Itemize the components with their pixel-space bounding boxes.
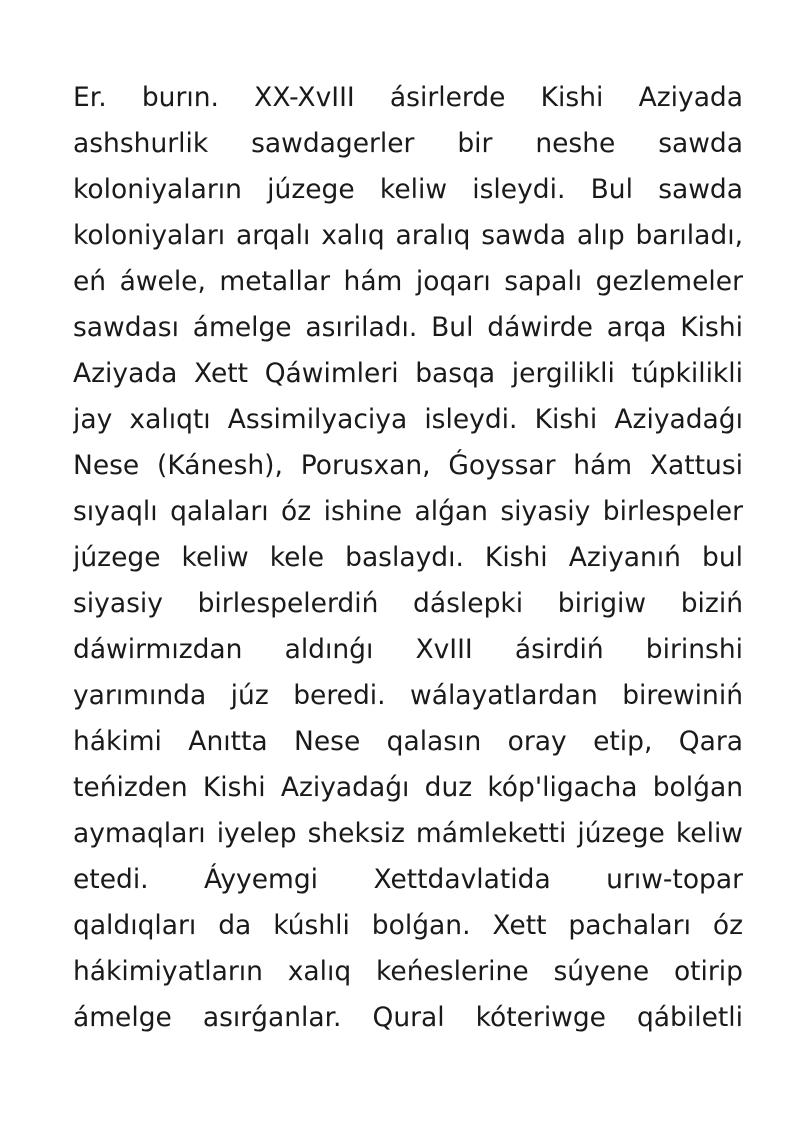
text-line-4: koloniyaları arqalı xalıq aralıq sawda alıp barıladı, bbox=[73, 220, 743, 251]
text-line-15: hákimi Anıtta Nese qalasın oray etip, Qara bbox=[73, 726, 743, 757]
text-line-14: yarımında júz beredi. wálayatlardan birewiniń bbox=[73, 680, 743, 711]
text-line-17: aymaqları iyelep sheksiz mámleketti júzege keliw bbox=[73, 818, 743, 849]
text-line-10: sıyaqlı qalaları óz ishine alǵan siyasiy birlespeler bbox=[73, 496, 743, 527]
text-line-7: Aziyada Xett Qáwimleri basqa jergilikli túpkilikli bbox=[73, 358, 743, 389]
text-line-19: qaldıqları da kúshli bolǵan. Xett pachaları óz bbox=[73, 910, 743, 941]
text-line-1: Er. burın. XX-XvIII ásirlerde Kishi Aziyada bbox=[73, 82, 743, 113]
text-line-21: ámelge asırǵanlar. Qural kóteriwge qábiletli bbox=[73, 1002, 743, 1033]
text-line-20: hákimiyatların xalıq keńeslerine súyene otirip bbox=[73, 956, 743, 987]
text-line-18: etedi. Áyyemgi Xettdavlatida urıw-topar bbox=[73, 864, 743, 895]
text-line-11: júzege keliw kele baslaydı. Kishi Aziyanıń bul bbox=[73, 542, 743, 573]
document-page bbox=[73, 75, 743, 1041]
text-line-9: Nese (Kánesh), Porusxan, Ǵoyssar hám Xattusi bbox=[73, 450, 743, 481]
text-line-13: dáwirmızdan aldınǵı XvIII ásirdiń birinshi bbox=[73, 634, 743, 665]
text-line-6: sawdası ámelge asıriladı. Bul dáwirde arqa Kishi bbox=[73, 312, 743, 343]
text-line-2: ashshurlik sawdagerler bir neshe sawda bbox=[73, 128, 743, 159]
text-line-8: jay xalıqtı Assimilyaciya isleydi. Kishi Aziyadaǵı bbox=[73, 404, 743, 435]
text-line-16: teńizden Kishi Aziyadaǵı duz kóp'ligacha bolǵan bbox=[73, 772, 743, 803]
text-line-3: koloniyaların júzege keliw isleydi. Bul sawda bbox=[73, 174, 743, 205]
text-line-5: eń áwele, metallar hám joqarı sapalı gezlemeler bbox=[73, 266, 743, 297]
text-line-12: siyasiy birlespelerdiń dáslepki birigiw biziń bbox=[73, 588, 743, 619]
